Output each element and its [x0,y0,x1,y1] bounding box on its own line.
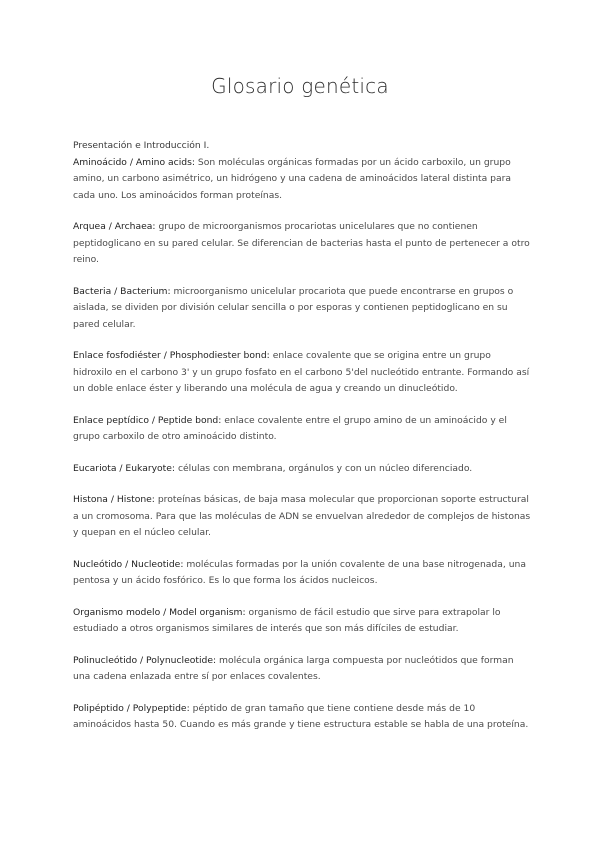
glossary-definition: Son moléculas orgánicas formadas por un ácido carboxilo, un grupo amino, un carbono asimétrico, un hidrógeno y una cadena de aminoácidos lateral distinta para cada uno. Los aminoácidos forman proteínas. [73,156,512,201]
glossary-entry [73,461,531,478]
glossary-definition: enlace covalente entre el grupo amino de un aminoácido y el grupo carboxilo de otro aminoácido distinto. [73,414,507,442]
glossary-term: Nucleótido / Nucleotide: [73,558,184,570]
glossary-entry [73,155,531,205]
glossary-term: Organismo modelo / Model organism: [73,606,246,618]
glossary-definition: molécula orgánica larga compuesta por nucleótidos que forman una cadena enlazada entre sí por enlaces covalentes. [73,654,514,682]
glossary-term: Polinucleótido / Polynucleotide: [73,654,217,666]
glossary-entry [73,413,531,446]
glossary-term: Enlace peptídico / Peptide bond: [73,414,222,426]
glossary-entry [73,653,531,686]
glossary-content [73,138,531,749]
glossary-term: Enlace fosfodiéster / Phosphodiester bond: [73,350,270,361]
glossary-term: Eucariota / Eukaryote: [73,462,176,474]
glossary-definition: organismo de fácil estudio que sirve para extrapolar lo estudiado a otros organismos similares de interés que son más difíciles de estudiar. [73,606,501,634]
glossary-definition: enlace covalente que se origina entre un grupo hidroxilo en el carbono 3' y un grupo fosfato en el carbono 5'del nucleótido entrante. Formando así un doble enlace éster y liberando una molécula de agua y creando un dinucleótido. [73,350,530,394]
glossary-entry [73,348,531,398]
glossary-entries [73,155,531,734]
document-title: Glosario genética [211,74,389,98]
glossary-term: Aminoácido / Amino acids: [73,156,195,168]
glossary-entry [73,492,531,542]
glossary-definition: células con membrana, orgánulos y con un núcleo diferenciado. [177,462,473,474]
glossary-term: Bacteria / Bacterium: [73,285,171,297]
glossary-entry [73,701,531,734]
glossary-entry [73,219,531,269]
glossary-term: Histona / Histone: [73,494,155,505]
glossary-definition: microorganismo unicelular procariota que puede encontrarse en grupos o aislada, se dividen por división celular sencilla o por esporas y contienen peptidoglicano en su pared celular. [73,285,514,330]
glossary-entry [73,605,531,638]
glossary-definition: grupo de microorganismos procariotas unicelulares que no contienen peptidoglicano en su pared celular. Se diferencian de bacterias hasta el punto de pertenecer a otro reino. [73,221,530,265]
glossary-term: Arquea / Archaea: [73,221,156,232]
glossary-definition: moléculas formadas por la unión covalente de una base nitrogenada, una pentosa y un ácido fosfórico. Es lo que forma los ácidos nucleicos. [73,558,526,586]
glossary-definition: péptido de gran tamaño que tiene contiene desde más de 10 aminoácidos hasta 50. Cuando es más grande y tiene estructura estable se habla de una proteína. [73,702,529,730]
glossary-entry [73,284,531,334]
intro-line: Presentación e Introducción I. [73,140,210,151]
glossary-term: Polipéptido / Polypeptide: [73,702,190,714]
glossary-definition: proteínas básicas, de baja masa molecular que proporcionan soporte estructural a un cromosoma. Para que las moléculas de ADN se envuelvan alrededor de complejos de histonas y quepan en el núcleo celular. [73,494,531,538]
glossary-entry [73,557,531,590]
